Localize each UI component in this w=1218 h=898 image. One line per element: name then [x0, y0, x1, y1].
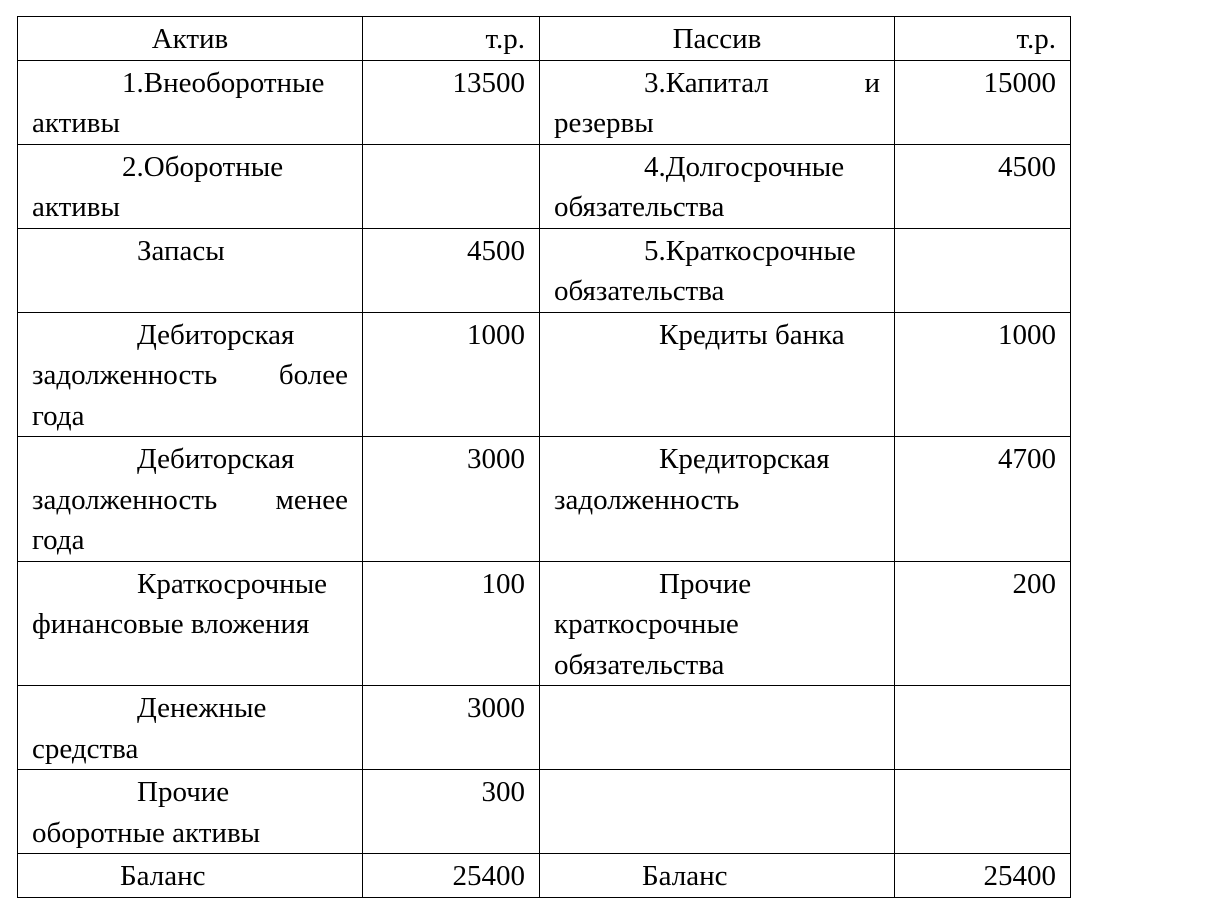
active-total-value: 25400 — [363, 854, 540, 898]
table-row — [18, 770, 1071, 854]
active-label: 2.Оборотные активы — [18, 144, 363, 228]
table-row — [18, 561, 1071, 686]
active-label: Дебиторская задолженность менее года — [18, 437, 363, 562]
active-value: 100 — [363, 561, 540, 686]
balance-sheet-table — [17, 16, 1071, 898]
active-value: 1000 — [363, 312, 540, 437]
header-row — [18, 17, 1071, 61]
header-passive-unit: т.р. — [895, 17, 1071, 61]
active-label: Запасы — [18, 228, 363, 312]
passive-total-label: Баланс — [540, 854, 895, 898]
passive-value: 4700 — [895, 437, 1071, 562]
passive-value — [895, 686, 1071, 770]
active-value: 4500 — [363, 228, 540, 312]
active-value: 3000 — [363, 686, 540, 770]
balance-total-row — [18, 854, 1071, 898]
header-active-unit: т.р. — [363, 17, 540, 61]
active-value: 300 — [363, 770, 540, 854]
header-passive: Пассив — [540, 17, 895, 61]
passive-label: 4.Долгосрочные обязательства — [540, 144, 895, 228]
passive-value: 1000 — [895, 312, 1071, 437]
passive-total-value: 25400 — [895, 854, 1071, 898]
active-value: 13500 — [363, 60, 540, 144]
passive-value — [895, 228, 1071, 312]
passive-label: 3.Капитал и резервы — [540, 60, 895, 144]
passive-value: 15000 — [895, 60, 1071, 144]
passive-label — [540, 686, 895, 770]
active-value: 3000 — [363, 437, 540, 562]
passive-value: 4500 — [895, 144, 1071, 228]
table-row — [18, 60, 1071, 144]
header-active: Актив — [18, 17, 363, 61]
active-total-label: Баланс — [18, 854, 363, 898]
table-row — [18, 312, 1071, 437]
active-label: Дебиторская задолженность более года — [18, 312, 363, 437]
table-row — [18, 437, 1071, 562]
passive-label: Кредиторская задолженность — [540, 437, 895, 562]
active-label: 1.Внеоборотные активы — [18, 60, 363, 144]
table-row — [18, 228, 1071, 312]
active-label: Прочие оборотные активы — [18, 770, 363, 854]
passive-label — [540, 770, 895, 854]
passive-value — [895, 770, 1071, 854]
passive-label: Кредиты банка — [540, 312, 895, 437]
passive-label: 5.Краткосрочные обязательства — [540, 228, 895, 312]
passive-label: Прочие краткосрочные обязательства — [540, 561, 895, 686]
passive-value: 200 — [895, 561, 1071, 686]
active-label: Краткосрочные финансовые вложения — [18, 561, 363, 686]
table-row — [18, 144, 1071, 228]
table-row — [18, 686, 1071, 770]
active-label: Денежные средства — [18, 686, 363, 770]
active-value — [363, 144, 540, 228]
